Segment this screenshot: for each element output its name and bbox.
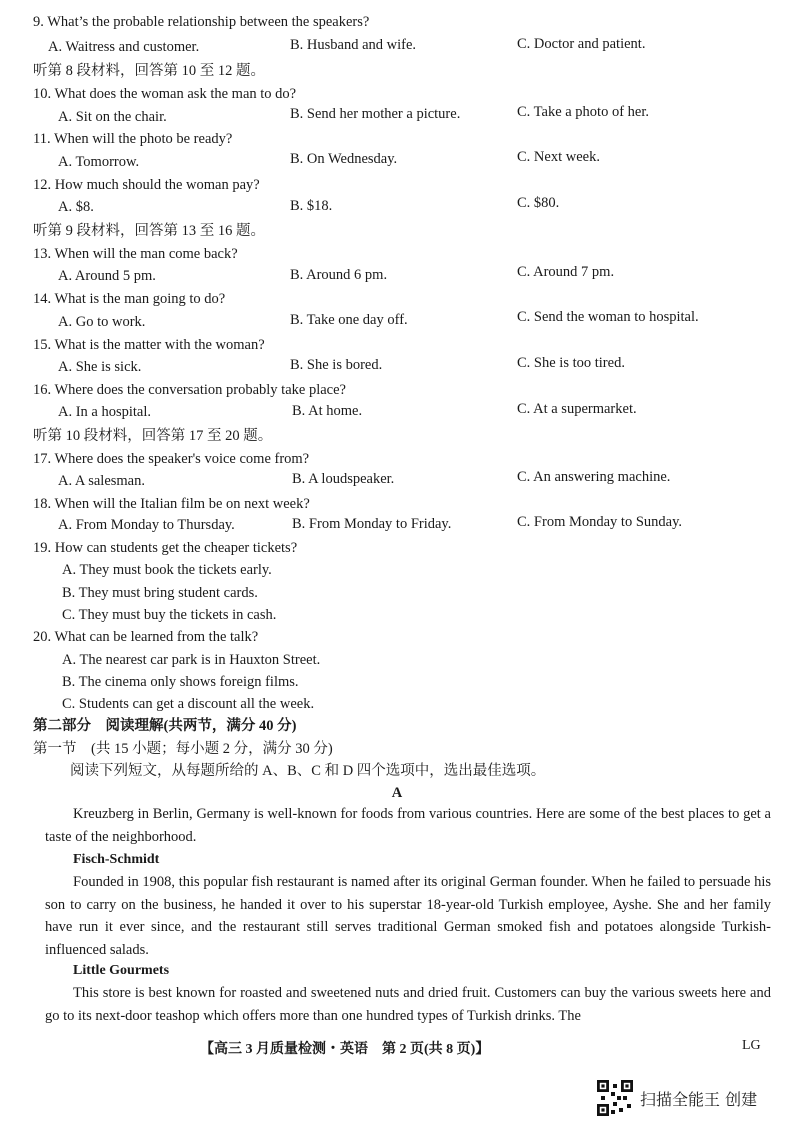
section-header-8: 听第 8 段材料，回答第 10 至 12 题。 <box>33 63 265 79</box>
option-12a: A. $8. <box>58 199 94 215</box>
option-20b: B. The cinema only shows foreign films. <box>62 674 299 690</box>
option-15a: A. She is sick. <box>58 359 142 375</box>
question-10: 10. What does the woman ask the man to do? <box>33 86 297 102</box>
part2-title: 第二部分 阅读理解(共两节，满分 40 分) <box>33 718 297 734</box>
option-13c: C. Around 7 pm. <box>517 264 615 280</box>
option-15c: C. She is too tired. <box>517 355 625 371</box>
section-header-10: 听第 10 段材料，回答第 17 至 20 题。 <box>33 428 273 444</box>
question-15: 15. What is the matter with the woman? <box>33 337 265 353</box>
question-13: 13. When will the man come back? <box>33 246 238 262</box>
section-header-9: 听第 9 段材料，回答第 13 至 16 题。 <box>33 223 265 239</box>
option-12c: C. $80. <box>517 195 560 211</box>
option-11a: A. Tomorrow. <box>58 154 140 170</box>
option-19a: A. They must book the tickets early. <box>62 562 272 578</box>
option-11c: C. Next week. <box>517 149 600 165</box>
question-16: 16. Where does the conversation probably take place? <box>33 382 346 398</box>
option-19b: B. They must bring student cards. <box>62 585 258 601</box>
option-18a: A. From Monday to Thursday. <box>58 517 235 533</box>
option-20a: A. The nearest car park is in Hauxton Street. <box>62 652 321 668</box>
option-16c: C. At a supermarket. <box>517 401 637 417</box>
question-11: 11. When will the photo be ready? <box>33 131 233 147</box>
option-17c: C. An answering machine. <box>517 469 671 485</box>
option-10b: B. Send her mother a picture. <box>290 106 461 122</box>
question-18: 18. When will the Italian film be on next week? <box>33 496 310 512</box>
option-16b: B. At home. <box>292 403 363 419</box>
option-14c: C. Send the woman to hospital. <box>517 309 699 325</box>
question-14: 14. What is the man going to do? <box>33 291 226 307</box>
question-17: 17. Where does the speaker's voice come from? <box>33 451 310 467</box>
part2-instruction: 阅读下列短文，从每题所给的 A、B、C 和 D 四个选项中，选出最佳选项。 <box>70 763 546 779</box>
part2-section1: 第一节 (共 15 小题；每小题 2 分，满分 30 分) <box>33 741 333 757</box>
question-19: 19. How can students get the cheaper tickets? <box>33 540 298 556</box>
footer-center: 【高三 3 月质量检测・英语 第 2 页(共 8 页)】 <box>200 1042 490 1057</box>
heading-little-gourmets: Little Gourmets <box>73 963 170 978</box>
option-18b: B. From Monday to Friday. <box>292 516 452 532</box>
option-15b: B. She is bored. <box>290 357 383 373</box>
option-9b: B. Husband and wife. <box>290 37 417 53</box>
option-19c: C. They must buy the tickets in cash. <box>62 607 277 623</box>
option-20c: C. Students can get a discount all the week. <box>62 696 315 712</box>
question-12: 12. How much should the woman pay? <box>33 177 260 193</box>
option-16a: A. In a hospital. <box>58 404 152 420</box>
heading-fisch-schmidt: Fisch-Schmidt <box>73 852 160 867</box>
option-14b: B. Take one day off. <box>290 312 408 328</box>
footer-code: LG <box>742 1038 761 1053</box>
option-9c: C. Doctor and patient. <box>517 36 646 52</box>
option-14a: A. Go to work. <box>58 314 146 330</box>
option-12b: B. $18. <box>290 198 333 214</box>
option-10c: C. Take a photo of her. <box>517 104 650 120</box>
passage-intro: Kreuzberg in Berlin, Germany is well-known for foods from various countries. Here are some of the best places to get a taste of the neighborhood. <box>45 806 771 845</box>
question-20: 20. What can be learned from the talk? <box>33 629 259 645</box>
option-13b: B. Around 6 pm. <box>290 267 388 283</box>
option-13a: A. Around 5 pm. <box>58 268 156 284</box>
option-17a: A. A salesman. <box>58 473 145 489</box>
scanner-watermark: 扫描全能王 创建 <box>640 1090 758 1109</box>
passage-label: A <box>391 785 403 801</box>
option-17b: B. A loudspeaker. <box>292 471 395 487</box>
option-9a: A. Waitress and customer. <box>48 39 200 55</box>
question-9: 9. What’s the probable relationship between the speakers? <box>33 14 370 30</box>
paragraph-little-gourmets: This store is best known for roasted and sweetened nuts and dried fruit. Customers can buy the various sweets here and go to its next-door teashop which offers more than one hundred types of Turkish drinks. The <box>45 985 771 1024</box>
option-10a: A. Sit on the chair. <box>58 109 167 125</box>
option-18c: C. From Monday to Sunday. <box>517 514 683 530</box>
paragraph-fisch-schmidt: Founded in 1908, this popular fish restaurant is named after its original German founder. When he failed to persuade his son to carry on the business, he handed it over to his superstar 18-year-old Turkish employee, Ayshe. She and her family have run it ever since, and the restaurant still serves traditional German smoked fish and potatoes alongside Turkish-influenced salads. <box>45 874 771 958</box>
qr-code-icon <box>597 1080 633 1116</box>
option-11b: B. On Wednesday. <box>290 151 398 167</box>
